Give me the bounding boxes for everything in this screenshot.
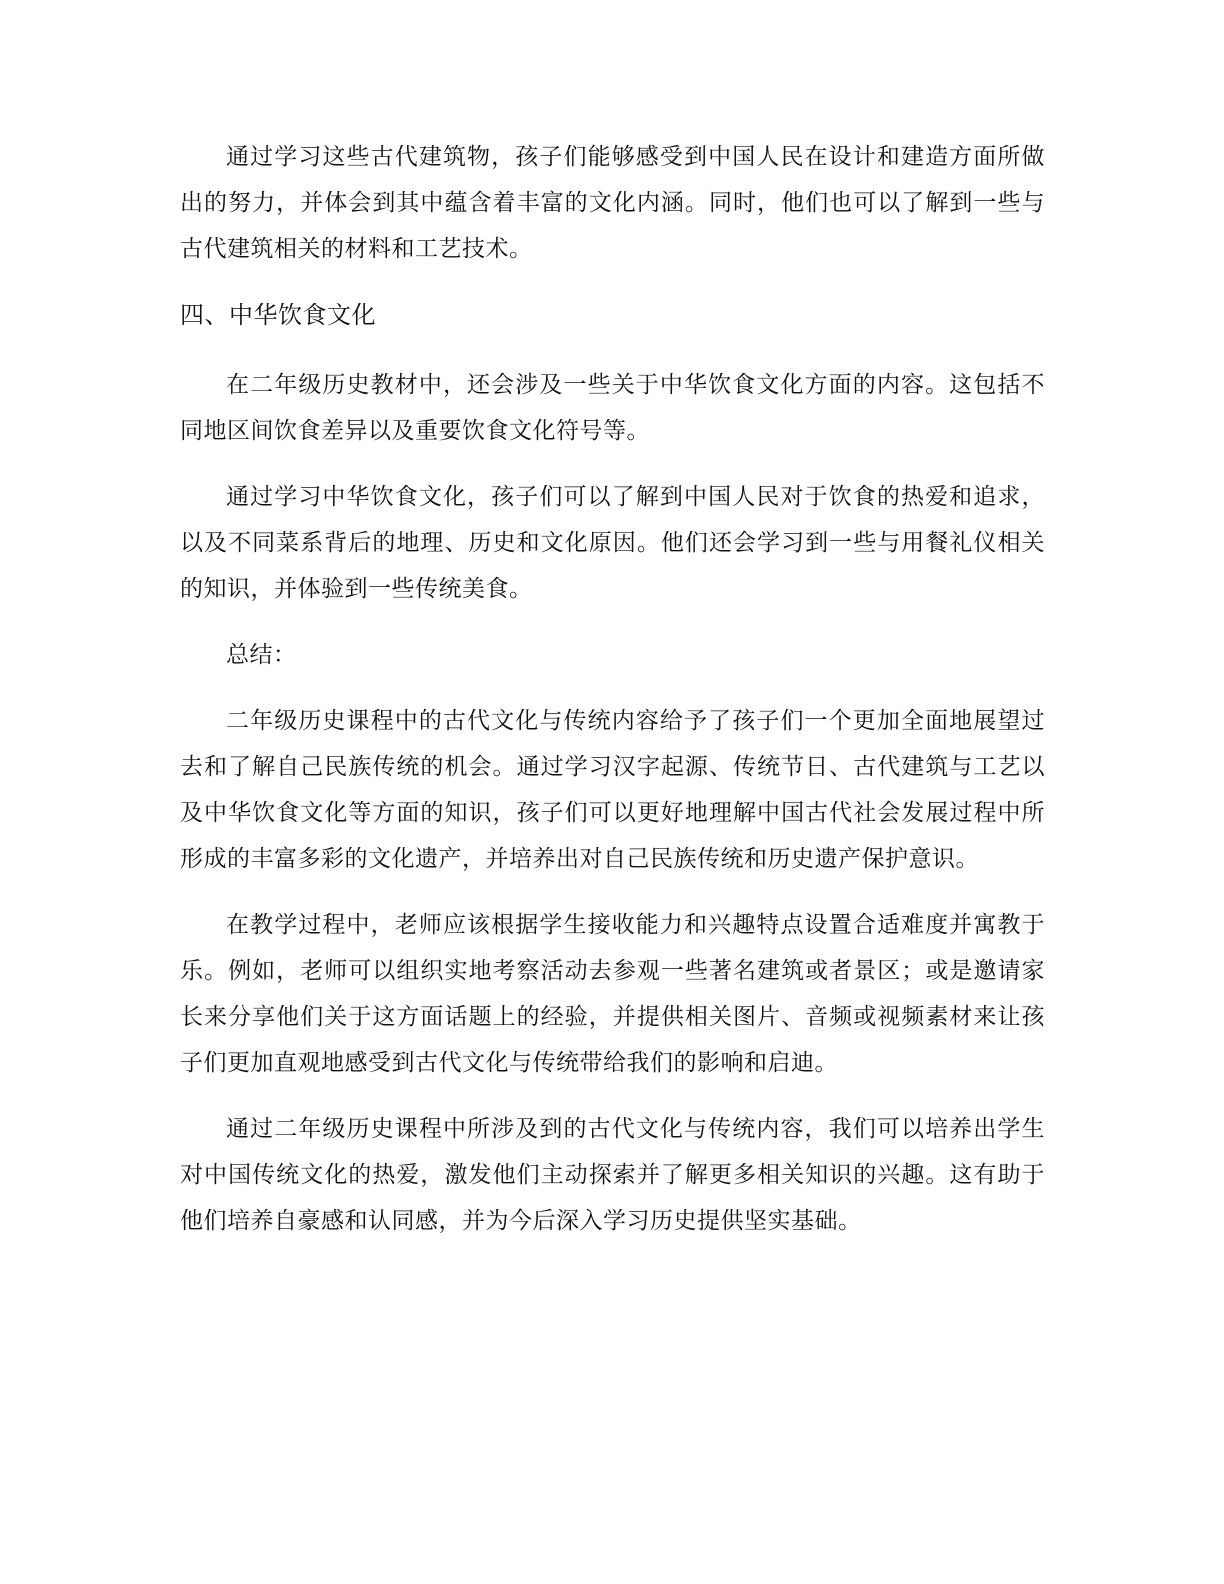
section-heading-food-culture: 四、中华饮食文化	[180, 301, 376, 329]
paragraph-teaching-process: 在教学过程中，老师应该根据学生接收能力和兴趣特点设置合适难度并寓教于乐。例如，老师可以组织实地考察活动去参观一些著名建筑或者景区；或是邀请家长来分享他们关于这方面话题上的经验，并提供相关图片、音频或视频素材来让孩子们更加直观地感受到古代文化与传统带给我们的影响和启迪。	[180, 912, 1045, 1076]
paragraph-conclusion: 通过二年级历史课程中所涉及到的古代文化与传统内容，我们可以培养出学生对中国传统文化的热爱，激发他们主动探索并了解更多相关知识的兴趣。这有助于他们培养自豪感和认同感，并为今后深入学习历史提供坚实基础。	[180, 1116, 1045, 1234]
paragraph-summary: 二年级历史课程中的古代文化与传统内容给予了孩子们一个更加全面地展望过去和了解自己民族传统的机会。通过学习汉字起源、传统节日、古代建筑与工艺以及中华饮食文化等方面的知识，孩子们可以更好地理解中国古代社会发展过程中所形成的丰富多彩的文化遗产，并培养出对自己民族传统和历史遗产保护意识。	[180, 708, 1045, 872]
paragraph-food-culture-learning: 通过学习中华饮食文化，孩子们可以了解到中国人民对于饮食的热爱和追求，以及不同菜系背后的地理、历史和文化原因。他们还会学习到一些与用餐礼仪相关的知识，并体验到一些传统美食。	[180, 484, 1045, 602]
paragraph-food-culture-intro: 在二年级历史教材中，还会涉及一些关于中华饮食文化方面的内容。这包括不同地区间饮食差异以及重要饮食文化符号等。	[180, 372, 1045, 444]
summary-label: 总结：	[226, 642, 297, 668]
paragraph-architecture-learning: 通过学习这些古代建筑物，孩子们能够感受到中国人民在设计和建造方面所做出的努力，并体会到其中蕴含着丰富的文化内涵。同时，他们也可以了解到一些与古代建筑相关的材料和工艺技术。	[180, 144, 1045, 262]
